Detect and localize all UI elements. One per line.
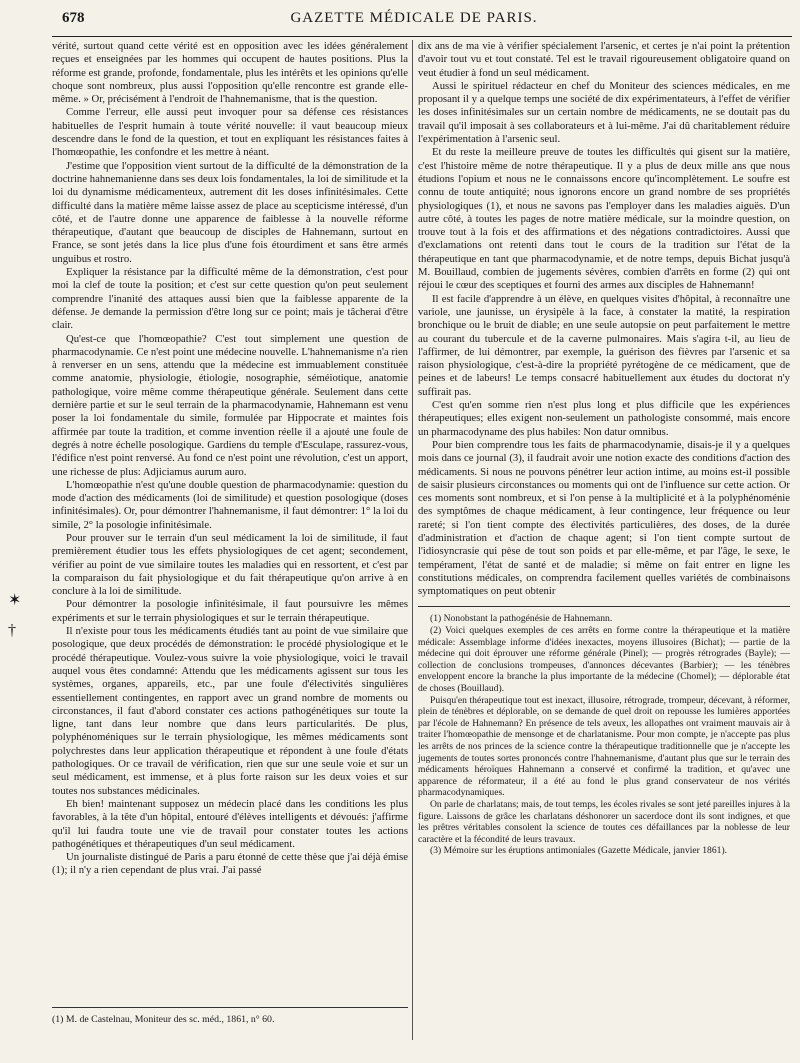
paragraph: Qu'est-ce que l'homœopathie? C'est tout simplement une question de pharmacodynamie. Ce n'est point une médecine nouvelle. L'hahnemanisme n'a rien à renverser en un sens, attendu que la médecine est immuablement constituée comme anatomie, physiologie, étiologie, nosographie, séméiotique, anatomie pathologique, voire même comme thérapeutique générale. Seulement dans cette dernière partie et sur le seul terrain de la pharmacodynamie, Hahnemann est venu poser la loi fondamentale du simile, formulée par Hippocrate et maintes fois affirmée par toute la tradition, et comme invention réelle il a ajouté une foule de degrés à notre échelle posologique. Gardiens du temple d'Esculape, rassurez-vous, l'édifice n'est point renversé. Au fond ce n'est point une révolution, c'est un apport, une richesse de plus: Adjiciamus aurum auro. <box>52 332 408 478</box>
footnote: (3) Mémoire sur les éruptions antimoniales (Gazette Médicale, janvier 1861). <box>430 845 728 857</box>
margin-dagger-mark: † <box>8 622 16 639</box>
paragraph: Expliquer la résistance par la difficulté même de la démonstration, c'est pour moi la clef de toute la position; et c'est sur cette question qu'on peut seulement comprendre l'inanité des attaques aussi bien que la faiblesse apparente de la défense. Je demande la permission d'être long sur ce point; mais je tâcherai d'être clair. <box>52 266 408 332</box>
margin-dot-mark: ✶ <box>8 592 22 609</box>
paragraph: vérité, surtout quand cette vérité est en opposition avec les idées généralement reçues et enseignées par les hommes qui occupent de hautes positions. Plus la réforme est grande, profonde, fondamentale, plus les intérêts et les opinions qu'elle choque sont nombreux, plus aussi l'opposition qu'elle rencontre est grande elle-même. » Or, précisément à l'endroit de l'hahnemanisme, that is the question. <box>52 40 408 106</box>
page-number: 678 <box>62 10 85 26</box>
running-title: GAZETTE MÉDICALE DE PARIS. <box>290 10 538 26</box>
paragraph: J'estime que l'opposition vient surtout de la difficulté de la démonstration de la doctrine hahnemanienne dans ses deux lois fondamentales, la loi de similitude et la loi du dynamisme médicamenteux, autrement dit les doses infinitésimales. Cette difficulté dans la matière même laisse assez de place au scepticisme intéressé, d'un côté, et de l'autre donne une apparence de faiblesse à la nouvelle réforme thérapeutique, d'autant que beaucoup de disciples de Hahnemann, surtout en France, se sont jetés dans la lice plus d'une fois étourdiment et sans être armés unguibus et rostro. <box>52 159 408 265</box>
right-column <box>418 40 790 1040</box>
paragraph: C'est qu'en somme rien n'est plus long et plus difficile que les expériences thérapeutiques; elles exigent non-seulement un pathologiste consommé, mais encore un pharmacodyname des plus habiles: Non datur omnibus. <box>418 399 790 438</box>
paragraph: Il n'existe pour tous les médicaments étudiés tant au point de vue similaire que posologique, que deux procédés de démonstration: le procédé physiologique et le procédé thérapeutique. Voulez-vous suivre la voie physiologique, voici le travail auquel vous êtes condamné: Attendu que les médicaments agissent sur tous les systèmes, organes, appareils, etc., par une foule d'électivités singulières essentiellement contingentes, en rapport avec un grand nombre de moments ou circonstances, il faut d'abord constater ces actions pathogénétiques sur toute la ligne, tant dans leur nombre que dans leurs particularités. De plus, polyphénoméniques sur le terrain physiologique, les mêmes médicaments sont polychrestes dans leur application thérapeutique et répondent à une foule d'états pathologiques. Or ce travail de vérification, rien que sur une seule voie et sur un seul médicament, est immense, et à plus forte raison sur les deux voies et sur toutes nos substances médicinales. <box>52 625 408 797</box>
footnote: On parle de charlatans; mais, de tout temps, les écoles rivales se sont jeté pareilles injures à la figure. Laissons de grâce les charlatans déshonorer un sacerdoce dont ils sont indignes, et que les prêtres véritables consolent la science de toutes ces défaillances par la noblesse de leur caractère et la fécondité de leurs travaux. <box>418 798 790 845</box>
header-rule <box>52 36 792 37</box>
left-footnote: (1) M. de Castelnau, Moniteur des sc. méd., 1861, n° 60. <box>52 1007 408 1026</box>
paragraph: Pour bien comprendre tous les faits de pharmacodynamie, disais-je il y a quelques mois dans ce journal (3), il faudrait avoir une notion exacte des conditions d'action des médicaments. Si nous ne pouvons pénétrer leur action intime, au moins est-il possible de saisir plusieurs circonstances ou moments qui ont de l'influence sur cette action. Or ces moments sont nombreux, et si l'on pense à la multiplicité et à la polyphénoménie des symptômes de chaque médicament, à leur contingence, leur fréquence ou leur rareté; si l'on tient compte des électivités particulières, des doses, de la durée d'administration et d'action de chaque agent; si l'on tient compte surtout de l'idiosyncrasie qui pèse de tout son poids et par elle-même, et par l'âge, le sexe, le tempérament, l'état de santé et de maladie; si même on fait entrer en ligne les constitutions médicales, on comprendra facilement quelles variétés de combinaisons symptomatiques on peut obtenir <box>418 438 790 598</box>
paragraph: L'homœopathie n'est qu'une double question de pharmacodynamie: question du mode d'action des médicaments (loi de similitude) et question posologique (doses infinitésimales). Or, pour démontrer l'hahnemanisme, il faut démontrer: 1° la loi du simile, 2° la posologie infinitésimale. <box>52 478 408 531</box>
left-column <box>52 40 408 1010</box>
paragraph: dix ans de ma vie à vérifier spécialement l'arsenic, et certes je n'ai point la prétention d'avoir tout vu et tout constaté. Tel est le travail rigoureusement obligatoire quand on veut étudier à fond un seul médicament. <box>418 40 790 79</box>
paragraph: Aussi le spirituel rédacteur en chef du Moniteur des sciences médicales, en me proposant il y a quelque temps une société de dix expérimentateurs, à l'effet de vérifier les doses infinitésimales sur un certain nombre de médicaments, ne se doutait pas du travail qu'il imposait à ses collaborateurs et à lui-même. J'ai dû charitablement réduire l'expérimentation à l'arsenic seul. <box>418 79 790 146</box>
footnote: (1) Nonobstant la pathogénésie de Hahnemann. <box>430 613 613 625</box>
footnote: (2) Voici quelques exemples de ces arrêts en forme contre la thérapeutique et la matière médicale: Assemblage informe d'idées inexactes, moyens illusoires (Bichat); — partie de la médecine qui doit éprouver une réforme générale (Pinel); — progrès rétrogrades (Bayle); — collection de conclusions trompeuses, d'annonces décevantes (Barbier); — les ténèbres enveloppent encore la branche la plus importante de la médecine (Chomel); — déplorable état de choses (Bouillaud). <box>418 625 790 695</box>
paragraph: Pour démontrer la posologie infinitésimale, il faut poursuivre les mêmes expériments et sur le terrain physiologiques et sur le terrain thérapeutique. <box>52 598 408 624</box>
paragraph: Et du reste la meilleure preuve de toutes les difficultés qui gisent sur la matière, c'est l'histoire même de notre thérapeutique. Il y a plus de deux mille ans que nous étudions l'opium et nous ne le connaissons encore qu'incomplètement. Le soufre est connu de toute antiquité; nous ignorons encore un grand nombre de ses propriétés physiologiques (1), et nous ne savons pas l'employer dans les maladies aiguës. D'un autre côté, à toutes les pages de notre matière médicale, sur la moindre question, on trouve tout à la fois et des affirmations et des négations contradictoires. Aussi que d'exclamations ont retenti dans tout le cours de la tradition sur l'état de la thérapeutique en tant que pharmacodynamie, et de notre temps, depuis Bichat jusqu'à M. Bouillaud, combien de jugements sévères, combien d'arrêts en forme (2) qui ont réjoui le cœur des sceptiques et fourni des armes aux disciples de Hahnemann! <box>418 146 790 292</box>
paragraph: Un journaliste distingué de Paris a paru étonné de cette thèse que j'ai déjà émise (1); il n'y a rien cependant de plus vrai. J'ai passé <box>52 851 408 877</box>
right-footnotes <box>418 606 790 856</box>
footnote: Puisqu'en thérapeutique tout est inexact, illusoire, rétrograde, trompeur, décevant, à réformer, plein de ténèbres et déplorable, on se demande de quel droit on repousse les lumières apportées par l'école de Hahnemann? En présence de tels aveux, les allopathes ont vraiment mauvais air à traiter l'homœopathie de mensonge et de charlatanisme. Pour mon compte, je n'accepte pas plus les arrêts de nos princes de la science contre la thérapeutique traditionnelle que je n'accepte les jugements de toutes sortes prononcés contre l'hahnemanisme, d'autant plus que sur le terrain des médicaments héroïques Hahnemann a conservé et confirmé la tradition, et qu'avec une apparence de réformateur, il a été au fond le plus grand conservateur de nos vérités pharmacodynamiques. <box>418 694 790 799</box>
paragraph: Eh bien! maintenant supposez un médecin placé dans les conditions les plus favorables, à la tête d'un hôpital, entouré d'élèves intelligents et dévoués: j'affirme qu'il lui faudra toute une vie de travail pour constater toutes les actions pathogénétiques et thérapeutiques d'un seul médicament. <box>52 797 408 850</box>
paragraph: Il est facile d'apprendre à un élève, en quelques visites d'hôpital, à reconnaître une variole, une jaunisse, un érysipèle à la face, à constater la matité, la respiration bronchique ou le bruit de diable; en une seule autopsie on peut parfaitement le mettre au courant du tubercule et de la caverne pulmonaires. Mais s'agira t-il, au lieu de l'affirmer, de lui démontrer, par exemple, la guérison des fièvres par l'arsenic et sa raison physiologique, c'est-à-dire la propriété pyrétogène de ce médicament, que de peines et de labeurs! Le temps consacré habituellement aux études du doctorat n'y suffirait pas. <box>418 292 790 398</box>
page-header <box>40 10 788 32</box>
paragraph: Comme l'erreur, elle aussi peut invoquer pour sa défense ces résistances habituelles de l'esprit humain à toute vérité nouvelle: il vaut beaucoup mieux descendre dans le fond de la question, et tout en expliquant les résistances faites à l'homœopathie, les confondre et les mettre à néant. <box>52 106 408 159</box>
paragraph: Pour prouver sur le terrain d'un seul médicament la loi de similitude, il faut premièrement étudier tous les effets physiologiques de cet agent; secondement, vérifier au point de vue similaire toutes les maladies qui en ressortent, et c'est par la comparaison du fait physiologique et du fait thérapeutique qu'on arrive à en conclure à la loi de similitude. <box>52 531 408 598</box>
column-divider <box>412 40 413 1040</box>
